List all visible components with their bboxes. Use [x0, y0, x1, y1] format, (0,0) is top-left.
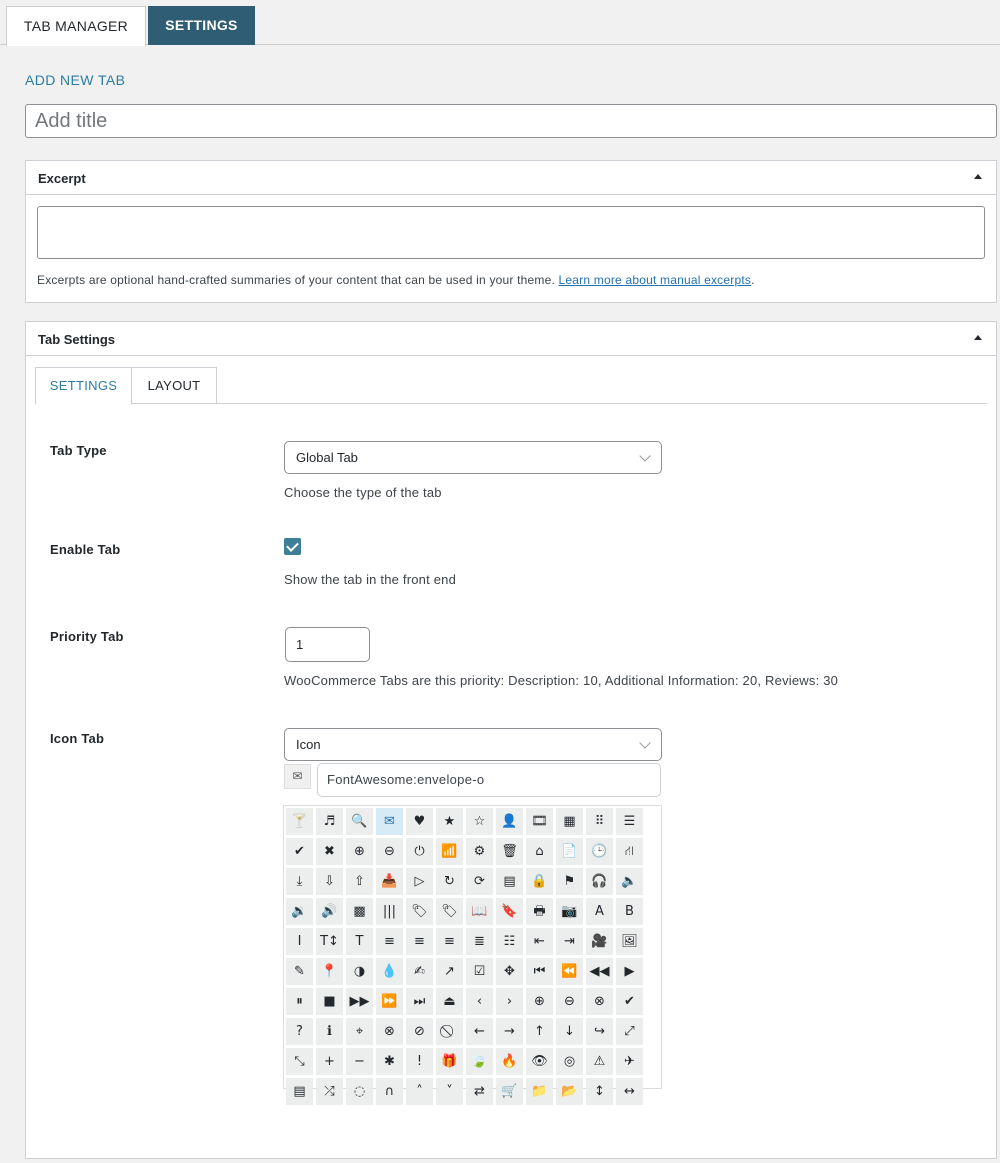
times-circle-icon[interactable]: ⊗	[586, 988, 613, 1015]
outdent-icon[interactable]: ⇤	[526, 928, 553, 955]
star-empty-icon[interactable]: ☆	[466, 808, 493, 835]
arrows-h-icon[interactable]: ↔	[616, 1078, 643, 1105]
minus-icon[interactable]: −	[346, 1048, 373, 1075]
tag-icon[interactable]: 🏷	[406, 898, 433, 925]
align-center-icon[interactable]: ≡	[406, 928, 433, 955]
priority-description: WooCommerce Tabs are this priority: Description: 10, Additional Information: 20, Reviews: 30	[284, 673, 839, 688]
minus-circle-icon[interactable]: ⊖	[556, 988, 583, 1015]
repeat-icon[interactable]: ↻	[436, 868, 463, 895]
random-icon[interactable]: ⤮	[316, 1078, 343, 1105]
glass-icon[interactable]: 🍸	[286, 808, 313, 835]
list-alt-icon[interactable]: ▤	[496, 868, 523, 895]
tab-manager-tab[interactable]: TAB MANAGER	[6, 6, 146, 46]
home-icon[interactable]: ⌂	[526, 838, 553, 865]
image-icon[interactable]: 🖼	[616, 928, 643, 955]
excerpt-textarea[interactable]	[37, 206, 985, 259]
envelope-icon: ✉	[284, 764, 311, 789]
camera-icon[interactable]: 📷	[556, 898, 583, 925]
list-icon[interactable]: ☷	[496, 928, 523, 955]
file-icon[interactable]: 📄	[556, 838, 583, 865]
play-circle-icon[interactable]: ▷	[406, 868, 433, 895]
volume-down-icon[interactable]: 🔉	[286, 898, 313, 925]
move-icon[interactable]: ✥	[496, 958, 523, 985]
collapse-toggle-icon[interactable]	[974, 174, 982, 179]
folder-open-icon[interactable]: 📂	[556, 1078, 583, 1105]
comment-icon[interactable]: ◌	[346, 1078, 373, 1105]
road-icon[interactable]: ⛙	[616, 838, 643, 865]
times-icon[interactable]: ✖	[316, 838, 343, 865]
title-input[interactable]	[25, 104, 997, 138]
check-square-icon[interactable]: ☑	[466, 958, 493, 985]
tab-settings-header[interactable]	[26, 322, 996, 356]
folder-icon[interactable]: 📁	[526, 1078, 553, 1105]
mail-forward-icon[interactable]: ↪	[586, 1018, 613, 1045]
chevron-up-icon[interactable]: ˄	[406, 1078, 433, 1105]
video-icon[interactable]: 🎥	[586, 928, 613, 955]
share-icon[interactable]: ↗	[436, 958, 463, 985]
pencil-icon[interactable]: ✎	[286, 958, 313, 985]
user-icon[interactable]: 👤	[496, 808, 523, 835]
play-icon[interactable]: ▶	[616, 958, 643, 985]
collapse-toggle-icon[interactable]	[974, 335, 982, 340]
arrows-v-icon[interactable]: ↕	[586, 1078, 613, 1105]
info-circle-icon[interactable]: ℹ	[316, 1018, 343, 1045]
excerpt-title: Excerpt	[38, 171, 86, 186]
fast-backward-icon[interactable]: ⏪	[556, 958, 583, 985]
subtab-settings[interactable]: SETTINGS	[35, 367, 132, 405]
book-icon[interactable]: 📖	[466, 898, 493, 925]
icon-type-select[interactable]	[284, 728, 662, 761]
excerpt-help-suffix: .	[751, 273, 755, 287]
trash-icon[interactable]: 🗑	[496, 838, 523, 865]
music-icon[interactable]: ♬	[316, 808, 343, 835]
heart-icon[interactable]: ♥	[406, 808, 433, 835]
icon-type-value: Icon	[296, 737, 321, 752]
subtab-layout[interactable]: LAYOUT	[131, 367, 217, 404]
stop-icon[interactable]: ■	[316, 988, 343, 1015]
arrow-circle-up-icon[interactable]: ⇧	[346, 868, 373, 895]
plus-circle-icon[interactable]: ⊕	[526, 988, 553, 1015]
pause-icon[interactable]: ⏸	[286, 988, 313, 1015]
print-icon[interactable]: 🖶	[526, 898, 553, 925]
bookmark-icon[interactable]: 🔖	[496, 898, 523, 925]
arrow-right-icon[interactable]: →	[496, 1018, 523, 1045]
power-icon[interactable]: ⏻	[406, 838, 433, 865]
shopping-cart-icon[interactable]: 🛒	[496, 1078, 523, 1105]
headphones-icon[interactable]: 🎧	[586, 868, 613, 895]
eye-icon[interactable]: 👁	[526, 1048, 553, 1075]
check-icon[interactable]: ✔	[286, 838, 313, 865]
text-width-icon[interactable]: T	[346, 928, 373, 955]
settings-tab[interactable]: SETTINGS	[148, 6, 255, 45]
lock-icon[interactable]: 🔒	[526, 868, 553, 895]
question-circle-icon[interactable]: ?	[286, 1018, 313, 1045]
inbox-icon[interactable]: 📥	[376, 868, 403, 895]
exclamation-circle-icon[interactable]: !	[406, 1048, 433, 1075]
add-new-tab-heading: ADD NEW TAB	[25, 72, 126, 88]
cog-icon[interactable]: ⚙	[466, 838, 493, 865]
tint-icon[interactable]: 💧	[376, 958, 403, 985]
expand-icon[interactable]: ⤢	[616, 1018, 643, 1045]
zoom-in-icon[interactable]: ⊕	[346, 838, 373, 865]
leaf-icon[interactable]: 🍃	[466, 1048, 493, 1075]
adjust-icon[interactable]: ◑	[346, 958, 373, 985]
calendar-icon[interactable]: ▤	[286, 1078, 313, 1105]
crosshairs-icon[interactable]: ⌖	[346, 1018, 373, 1045]
priority-tab-label: Priority Tab	[50, 629, 124, 644]
bold-icon[interactable]: B	[616, 898, 643, 925]
top-tab-bar	[0, 0, 1000, 45]
tab-settings-metabox	[25, 321, 997, 1159]
enable-tab-label: Enable Tab	[50, 542, 121, 557]
tab-type-label: Tab Type	[50, 443, 107, 458]
eject-icon[interactable]: ⏏	[436, 988, 463, 1015]
excerpt-header[interactable]	[26, 161, 996, 195]
priority-input[interactable]: 1	[285, 627, 370, 662]
search-icon[interactable]: 🔍	[346, 808, 373, 835]
icon-tab-label: Icon Tab	[50, 731, 105, 746]
check-circle-o-icon[interactable]: ⊘	[406, 1018, 433, 1045]
ban-icon[interactable]	[436, 1018, 463, 1045]
plus-icon[interactable]: +	[316, 1048, 343, 1075]
clock-icon[interactable]: 🕒	[586, 838, 613, 865]
zoom-out-icon[interactable]: ⊖	[376, 838, 403, 865]
tab-settings-title: Tab Settings	[38, 332, 116, 347]
icon-picker-grid	[283, 805, 662, 1099]
signal-icon[interactable]: 📶	[436, 838, 463, 865]
fast-forward-icon[interactable]: ⏩	[376, 988, 403, 1015]
learn-more-link[interactable]: Learn more about manual excerpts	[558, 273, 752, 287]
font-icon[interactable]: A	[586, 898, 613, 925]
volume-up-icon[interactable]: 🔊	[316, 898, 343, 925]
icon-value-input[interactable]: FontAwesome:envelope-o	[317, 763, 661, 797]
refresh-icon[interactable]: ⟳	[466, 868, 493, 895]
volume-off-icon[interactable]: 🔈	[616, 868, 643, 895]
asterisk-icon[interactable]: ✱	[376, 1048, 403, 1075]
qrcode-icon[interactable]: ▩	[346, 898, 373, 925]
star-icon[interactable]: ★	[436, 808, 463, 835]
italic-icon[interactable]: I	[286, 928, 313, 955]
chevron-left-icon[interactable]: ‹	[466, 988, 493, 1015]
th-icon[interactable]: ⠿	[586, 808, 613, 835]
enable-tab-checkbox[interactable]	[284, 538, 301, 555]
check-circle-icon[interactable]: ✔	[616, 988, 643, 1015]
flag-icon[interactable]: ⚑	[556, 868, 583, 895]
tags-icon[interactable]: 🏷	[436, 898, 463, 925]
chevron-right-icon[interactable]: ›	[496, 988, 523, 1015]
excerpt-metabox	[25, 160, 997, 303]
times-circle-o-icon[interactable]: ⊗	[376, 1018, 403, 1045]
chevron-down-icon	[639, 737, 650, 748]
backward-icon[interactable]: ◀◀	[586, 958, 613, 985]
arrow-circle-down-icon[interactable]: ⇩	[316, 868, 343, 895]
enable-tab-description: Show the tab in the front end	[284, 572, 457, 587]
align-right-icon[interactable]: ≡	[436, 928, 463, 955]
settings-subtabs	[35, 367, 987, 404]
th-large-icon[interactable]: ▦	[556, 808, 583, 835]
align-justify-icon[interactable]: ≣	[466, 928, 493, 955]
gift-icon[interactable]: 🎁	[436, 1048, 463, 1075]
indent-icon[interactable]: ⇥	[556, 928, 583, 955]
barcode-icon[interactable]: |||	[376, 898, 403, 925]
tab-type-select[interactable]	[284, 441, 662, 474]
fire-icon[interactable]: 🔥	[496, 1048, 523, 1075]
eye-slash-icon[interactable]: ◎	[556, 1048, 583, 1075]
excerpt-help-text	[37, 273, 755, 287]
plane-icon[interactable]: ✈	[616, 1048, 643, 1075]
warning-icon[interactable]: ⚠	[586, 1048, 613, 1075]
excerpt-help-body: Excerpts are optional hand-crafted summaries of your content that can be used in your theme.	[37, 273, 559, 287]
arrow-down-icon[interactable]: ↓	[556, 1018, 583, 1045]
envelope-icon[interactable]: ✉	[376, 808, 403, 835]
step-forward-icon[interactable]: ⏭	[406, 988, 433, 1015]
th-list-icon[interactable]: ☰	[616, 808, 643, 835]
align-left-icon[interactable]: ≡	[376, 928, 403, 955]
film-icon[interactable]: 🎞	[526, 808, 553, 835]
arrow-left-icon[interactable]: ←	[466, 1018, 493, 1045]
arrow-up-icon[interactable]: ↑	[526, 1018, 553, 1045]
step-backward-icon[interactable]: ⏮	[526, 958, 553, 985]
forward-icon[interactable]: ▶▶	[346, 988, 373, 1015]
tab-type-value: Global Tab	[296, 450, 358, 465]
magnet-icon[interactable]: ∩	[376, 1078, 403, 1105]
chevron-down-icon[interactable]: ˅	[436, 1078, 463, 1105]
retweet-icon[interactable]: ⇄	[466, 1078, 493, 1105]
text-height-icon[interactable]: T↕	[316, 928, 343, 955]
download-icon[interactable]: ⤓	[286, 868, 313, 895]
edit-icon[interactable]: ✍	[406, 958, 433, 985]
map-marker-icon[interactable]: 📍	[316, 958, 343, 985]
compress-icon[interactable]: ⤡	[286, 1048, 313, 1075]
tab-type-description: Choose the type of the tab	[284, 485, 442, 500]
chevron-down-icon	[639, 450, 650, 461]
